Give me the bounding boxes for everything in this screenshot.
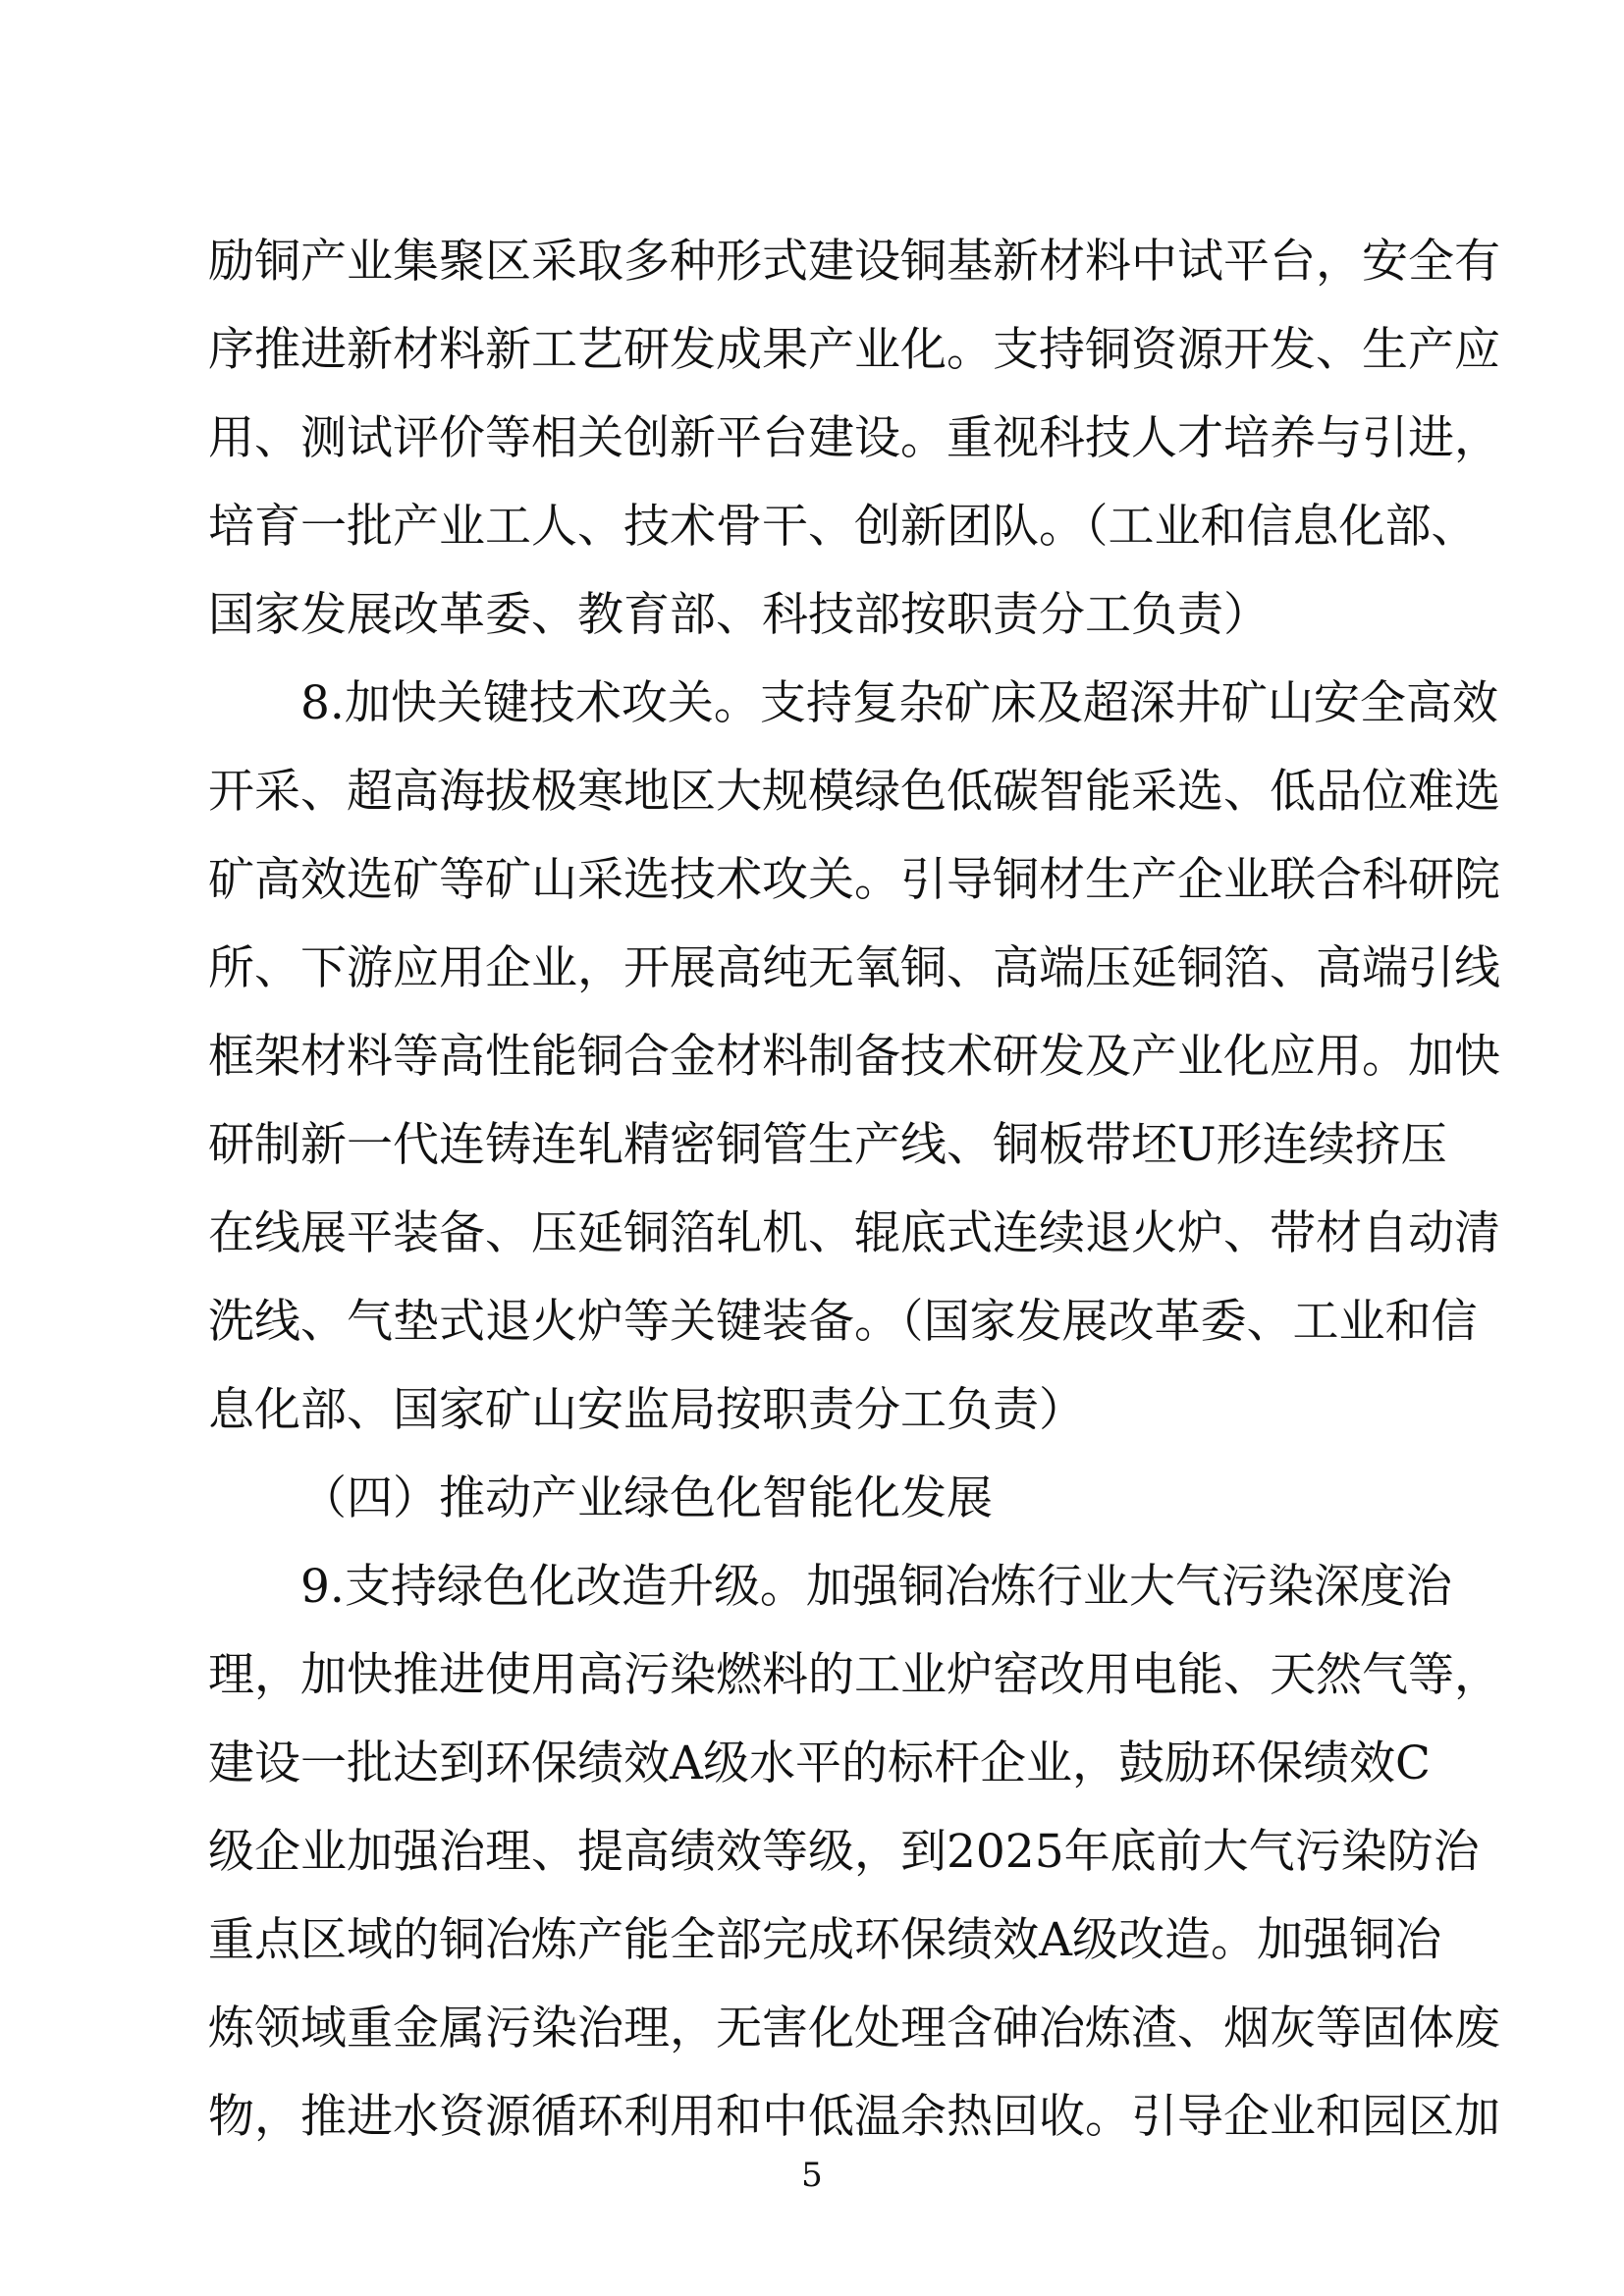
paragraph-2-line-9: 息化部、国家矿山安监局按职责分工负责） bbox=[208, 1383, 1085, 1437]
paragraph-2-line-3: 矿高效选矿等矿山采选技术攻关。引导铜材生产企业联合科研院 bbox=[208, 853, 1500, 907]
paragraph-1-line-3: 用、测试评价等相关创新平台建设。重视科技人才培养与引进， bbox=[208, 411, 1500, 465]
paragraph-3-line-1: 9.支持绿色化改造升级。加强铜冶炼行业大气污染深度治 bbox=[300, 1560, 1452, 1614]
paragraph-2-line-5: 框架材料等高性能铜合金材料制备技术研发及产业化应用。加快 bbox=[208, 1030, 1500, 1084]
paragraph-2-line-1: 8.加快关键技术攻关。支持复杂矿床及超深井矿山安全高效 bbox=[300, 676, 1498, 730]
page-number: 5 bbox=[801, 2156, 823, 2195]
paragraph-1-line-5: 国家发展改革委、教育部、科技部按职责分工负责） bbox=[208, 588, 1270, 642]
paragraph-2-line-8: 洗线、气垫式退火炉等关键装备。（国家发展改革委、工业和信 bbox=[208, 1295, 1478, 1349]
paragraph-2-line-4: 所、下游应用企业，开展高纯无氧铜、高端压延铜箔、高端引线 bbox=[208, 941, 1500, 995]
paragraph-1-line-4: 培育一批产业工人、技术骨干、创新团队。（工业和信息化部、 bbox=[208, 500, 1478, 554]
paragraph-3-line-4: 级企业加强治理、提高绩效等级，到2025年底前大气污染防治 bbox=[208, 1825, 1480, 1879]
paragraph-3-line-5: 重点区域的铜冶炼产能全部完成环保绩效A级改造。加强铜冶 bbox=[208, 1913, 1441, 1967]
paragraph-2-line-7: 在线展平装备、压延铜箔轧机、辊底式连续退火炉、带材自动清 bbox=[208, 1206, 1500, 1260]
section-heading: （四）推动产业绿色化智能化发展 bbox=[300, 1471, 993, 1525]
paragraph-3-line-6: 炼领域重金属污染治理，无害化处理含砷冶炼渣、烟灰等固体废 bbox=[208, 2002, 1500, 2056]
paragraph-3-line-2: 理，加快推进使用高污染燃料的工业炉窑改用电能、天然气等， bbox=[208, 1648, 1500, 1702]
paragraph-1-line-1: 励铜产业集聚区采取多种形式建设铜基新材料中试平台，安全有 bbox=[208, 235, 1500, 289]
paragraph-1-line-2: 序推进新材料新工艺研发成果产业化。支持铜资源开发、生产应 bbox=[208, 323, 1500, 377]
paragraph-3-line-7: 物，推进水资源循环利用和中低温余热回收。引导企业和园区加 bbox=[208, 2090, 1500, 2144]
paragraph-2-line-2: 开采、超高海拔极寒地区大规模绿色低碳智能采选、低品位难选 bbox=[208, 765, 1500, 819]
paragraph-3-line-3: 建设一批达到环保绩效A级水平的标杆企业，鼓励环保绩效C bbox=[208, 1736, 1431, 1790]
paragraph-2-line-6: 研制新一代连铸连轧精密铜管生产线、铜板带坯U形连续挤压 bbox=[208, 1118, 1447, 1172]
